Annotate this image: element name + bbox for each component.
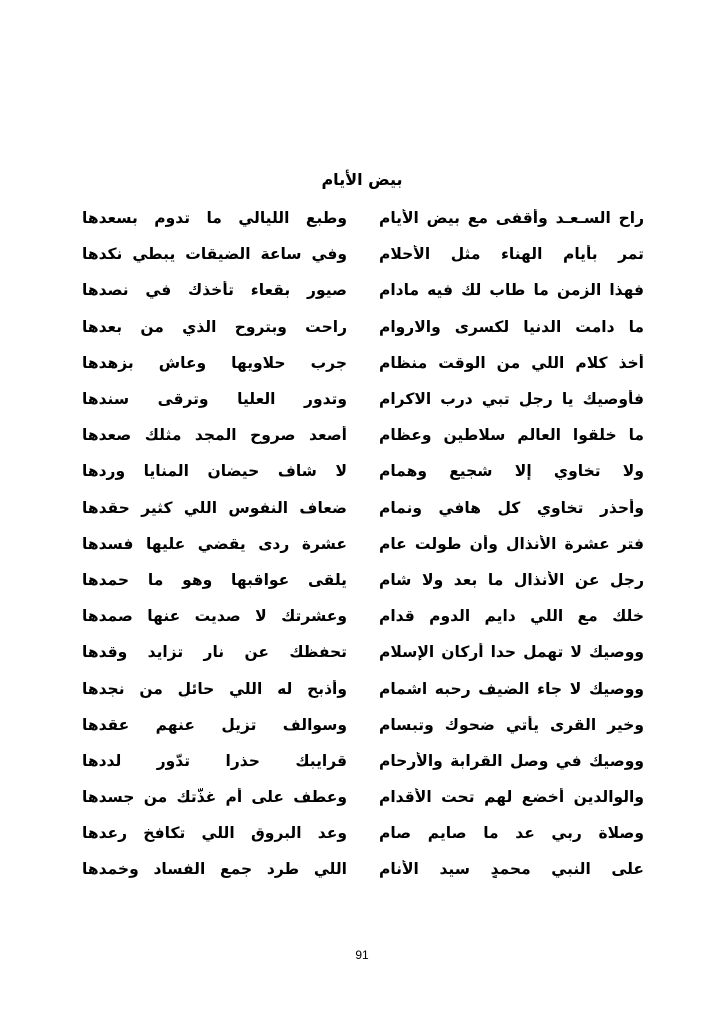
first-hemistich: خلك مع اللي دايم الدوم قدام	[379, 607, 644, 626]
poem-title: بيض الأيام	[321, 170, 403, 189]
second-hemistich: وفي ساعة الضيقات يبطي نكدها	[82, 245, 347, 264]
first-hemistich: ووصيك في وصل القرابة والأرحام	[379, 751, 644, 770]
second-hemistich: وطبع الليالي ما تدوم بسعدها	[82, 209, 347, 228]
first-hemistich: وخير القرى يأتي ضحوك وتبسام	[379, 715, 644, 734]
second-hemistich: عشرة ردى يقضي عليها فسدها	[82, 534, 347, 553]
first-hemistich: والوالدين أخضع لهم تحت الأقدام	[379, 788, 644, 807]
verse-line	[82, 417, 644, 453]
verse-line	[82, 309, 644, 345]
verse-line	[82, 815, 644, 851]
second-hemistich: أصعد صروح المجد مثلك صعدها	[82, 426, 347, 445]
first-hemistich: تمر بأيام الهناء مثل الأحلام	[379, 245, 644, 264]
second-hemistich: وعد البروق اللي تكافخ رعدها	[82, 824, 347, 843]
verse-line	[82, 272, 644, 308]
first-hemistich: ولا تخاوي إلا شجيعٍ وهمام	[379, 462, 644, 481]
verse-line	[82, 851, 644, 887]
verse-line	[82, 381, 644, 417]
second-hemistich: وعطف على أمٍ غذّتك من جسدها	[82, 788, 347, 807]
second-hemistich: صيور بقعاء تأخذك في نصدها	[82, 281, 347, 300]
verse-line	[82, 200, 644, 236]
second-hemistich: تحفظك عن نارٍ تزايد وقدها	[82, 643, 347, 662]
first-hemistich: على النبي محمدٍ سيد الأنام	[379, 860, 644, 879]
second-hemistich: جرب حلاويها وعاش بزهدها	[82, 353, 347, 372]
first-hemistich: ما خلقوا العالم سلاطين وعظام	[379, 426, 644, 445]
poem-verses	[82, 200, 644, 888]
verse-line	[82, 707, 644, 743]
second-hemistich: لا شاف حيضان المنايا وردها	[82, 462, 347, 481]
first-hemistich: ووصيك لا تهمل حدا أركان الإسلام	[379, 643, 644, 662]
first-hemistich: أخذ كلام اللي من الوقت منظام	[379, 353, 644, 372]
verse-line	[82, 453, 644, 489]
verse-line	[82, 634, 644, 670]
first-hemistich: ووصيك لا جاء الضيف رحبه اشمام	[379, 679, 644, 698]
verse-line	[82, 598, 644, 634]
verse-line	[82, 743, 644, 779]
verse-line	[82, 562, 644, 598]
verse-line	[82, 345, 644, 381]
first-hemistich: وأحذر تخاوي كل هافي ونمام	[379, 498, 644, 517]
first-hemistich: وصلاة ربي عد ما صايمٍ صام	[379, 824, 644, 843]
first-hemistich: راح السـعـد وأقفى مع بيض الأيام	[379, 209, 644, 228]
verse-line	[82, 490, 644, 526]
verse-line	[82, 779, 644, 815]
second-hemistich: وعشرتك لا صديت عنها صمدها	[82, 607, 347, 626]
verse-line	[82, 670, 644, 706]
second-hemistich: وأذبح له اللي حائلٍ من نجدها	[82, 679, 347, 698]
verse-line	[82, 236, 644, 272]
first-hemistich: رجلٍ عن الأنذال ما بعد ولا شام	[379, 570, 644, 589]
first-hemistich: فهذا الزمن ما طاب لك فيه مادام	[379, 281, 644, 300]
second-hemistich: اللي طرد جمع الفساد وخمدها	[82, 860, 347, 879]
first-hemistich: فأوصيك يا رجلٍ تبي درب الاكرام	[379, 390, 644, 409]
verse-line	[82, 526, 644, 562]
page-number: 91	[355, 948, 369, 962]
second-hemistich: قرايبك حذرا تدّور لددها	[82, 751, 347, 770]
second-hemistich: راحت وبتروح الذي من بعدها	[82, 317, 347, 336]
first-hemistich: فتر عشرة الأنذال وأن طولت عام	[379, 534, 644, 553]
first-hemistich: ما دامت الدنيا لكسرى والاروام	[379, 317, 644, 336]
second-hemistich: ضعاف النفوس اللي كثير حقدها	[82, 498, 347, 517]
second-hemistich: وتدور العليا وترقى سندها	[82, 390, 347, 409]
second-hemistich: يلقى عواقبها وهو ما حمدها	[82, 570, 347, 589]
second-hemistich: وسوالف تزيل عنهم عقدها	[82, 715, 347, 734]
